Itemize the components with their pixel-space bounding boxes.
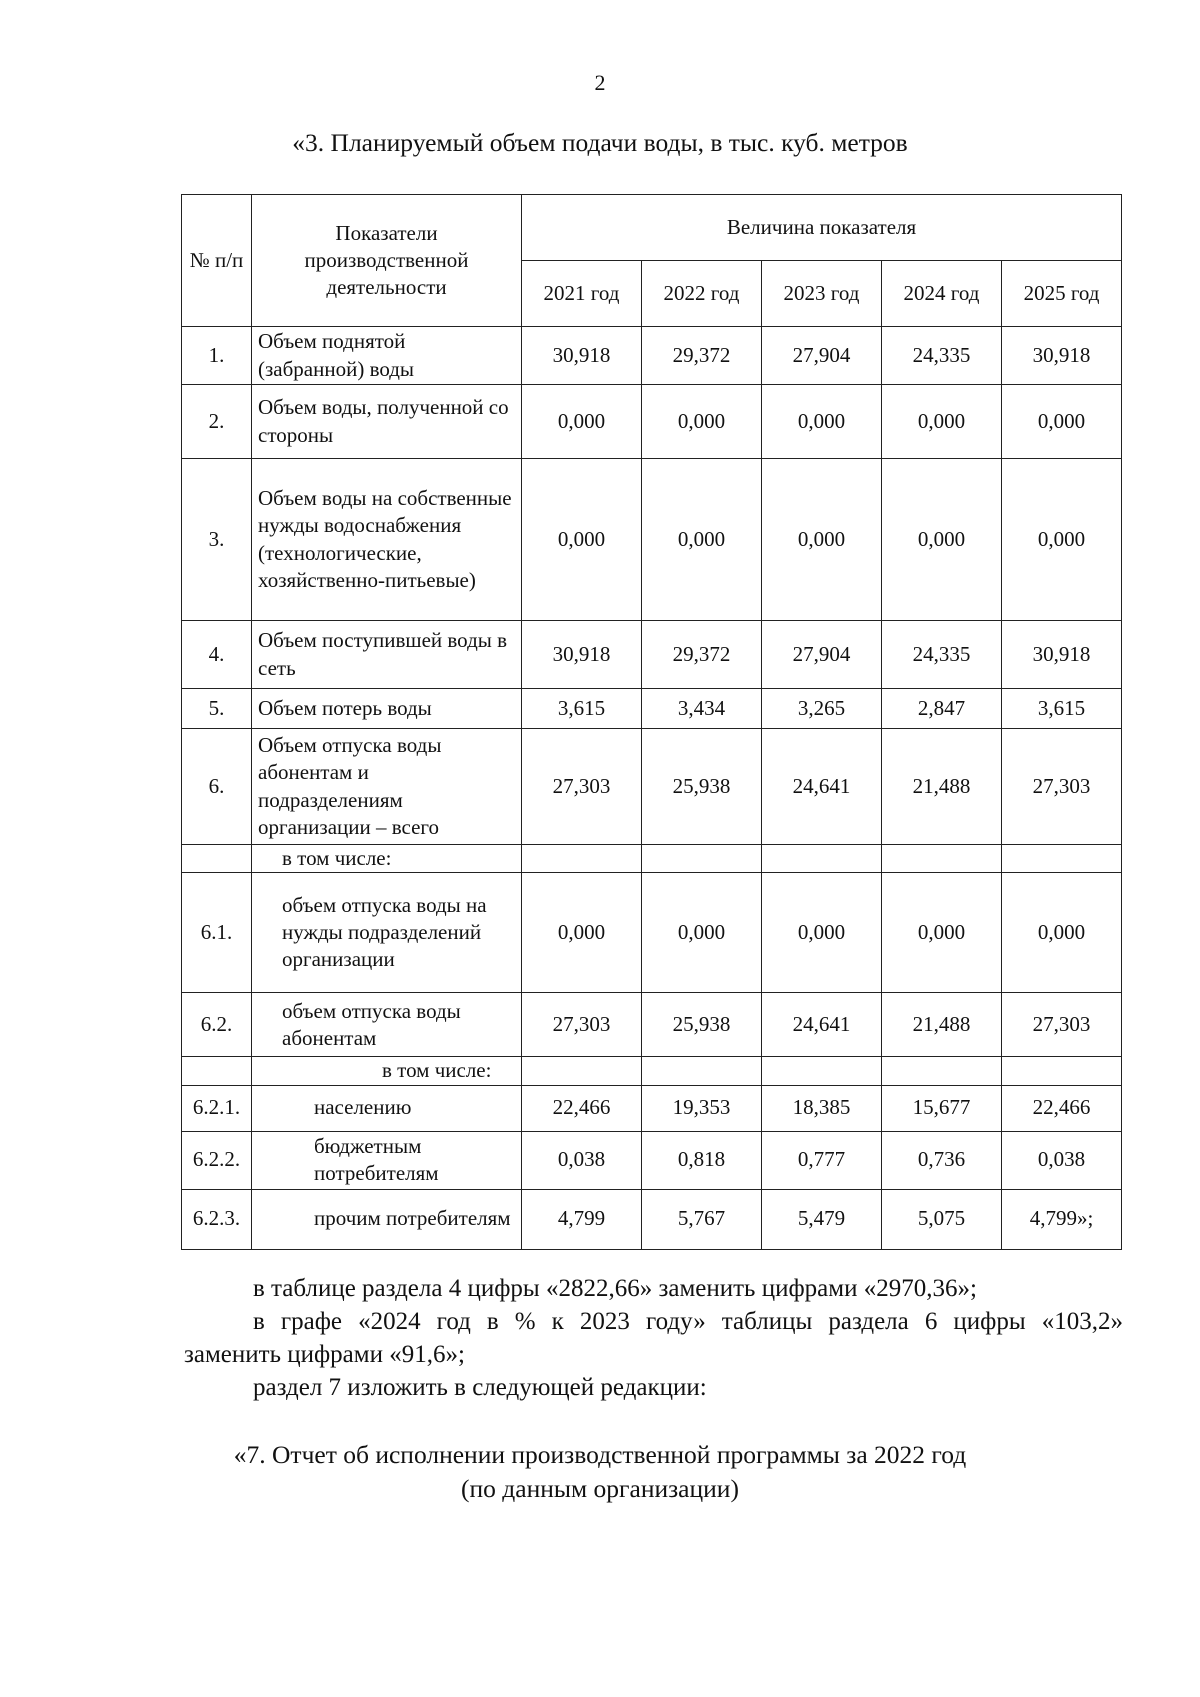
table-row — [182, 621, 1122, 689]
row-num: 5. — [182, 689, 252, 729]
row-value: 3,615 — [522, 689, 642, 729]
section7-title — [0, 1438, 1200, 1506]
header-num: № п/п — [182, 195, 252, 327]
row-value: 0,000 — [1002, 459, 1122, 621]
section-title: «3. Планируемый объем подачи воды, в тыс. куб. метров — [292, 128, 908, 157]
row-value: 0,818 — [642, 1131, 762, 1189]
row-value: 0,777 — [762, 1131, 882, 1189]
row-value: 24,335 — [882, 621, 1002, 689]
row-value: 25,938 — [642, 729, 762, 845]
row-num: 6.2. — [182, 993, 252, 1057]
row-value — [762, 1057, 882, 1085]
row-value: 0,000 — [882, 873, 1002, 993]
header-year: 2025 год — [1002, 261, 1122, 327]
row-value: 5,075 — [882, 1189, 1002, 1249]
row-num: 2. — [182, 385, 252, 459]
row-value: 0,736 — [882, 1131, 1002, 1189]
row-value: 18,385 — [762, 1085, 882, 1131]
row-value — [642, 1057, 762, 1085]
row-value: 5,479 — [762, 1189, 882, 1249]
row-value: 0,000 — [1002, 873, 1122, 993]
row-value: 24,641 — [762, 993, 882, 1057]
paragraph-section6-cont: заменить цифрами «91,6»; — [184, 1341, 465, 1368]
row-num: 6.2.3. — [182, 1189, 252, 1249]
row-label: Объем воды, полученной со стороны — [252, 385, 522, 459]
row-value: 3,615 — [1002, 689, 1122, 729]
row-value: 0,000 — [522, 873, 642, 993]
table-row — [182, 729, 1122, 845]
row-label: объем отпуска воды на нужды подразделений организации — [252, 873, 522, 993]
header-value: Величина показателя — [522, 195, 1122, 261]
row-value: 0,038 — [522, 1131, 642, 1189]
row-value: 0,000 — [522, 459, 642, 621]
table-row — [182, 327, 1122, 385]
row-value: 27,904 — [762, 327, 882, 385]
row-num: 4. — [182, 621, 252, 689]
row-num — [182, 1057, 252, 1085]
row-value: 24,335 — [882, 327, 1002, 385]
row-value: 0,000 — [762, 873, 882, 993]
row-value: 24,641 — [762, 729, 882, 845]
row-num: 6.2.2. — [182, 1131, 252, 1189]
row-label: Объем потерь воды — [252, 689, 522, 729]
row-value — [762, 845, 882, 873]
table-row — [182, 385, 1122, 459]
row-num: 6.1. — [182, 873, 252, 993]
table-row — [182, 1131, 1122, 1189]
row-value: 4,799 — [522, 1189, 642, 1249]
row-value — [882, 1057, 1002, 1085]
row-value: 27,303 — [522, 729, 642, 845]
row-label: в том числе: — [252, 845, 522, 873]
row-value: 27,303 — [522, 993, 642, 1057]
row-value: 0,000 — [882, 385, 1002, 459]
row-num — [182, 845, 252, 873]
water-supply-table — [181, 194, 1122, 1250]
row-value: 25,938 — [642, 993, 762, 1057]
table-row — [182, 689, 1122, 729]
table-row — [182, 873, 1122, 993]
row-value: 5,767 — [642, 1189, 762, 1249]
row-value — [522, 845, 642, 873]
row-value: 0,038 — [1002, 1131, 1122, 1189]
row-label: населению — [252, 1085, 522, 1131]
row-value: 0,000 — [642, 385, 762, 459]
table-row — [182, 1085, 1122, 1131]
row-value: 22,466 — [522, 1085, 642, 1131]
row-value — [642, 845, 762, 873]
row-num: 1. — [182, 327, 252, 385]
row-label: объем отпуска воды абонентам — [252, 993, 522, 1057]
row-value: 3,434 — [642, 689, 762, 729]
table-row — [182, 1057, 1122, 1085]
row-value: 0,000 — [762, 459, 882, 621]
header-year: 2023 год — [762, 261, 882, 327]
row-num: 3. — [182, 459, 252, 621]
row-value: 0,000 — [1002, 385, 1122, 459]
row-value: 0,000 — [642, 873, 762, 993]
row-value: 22,466 — [1002, 1085, 1122, 1131]
row-value: 30,918 — [522, 327, 642, 385]
page-number: 2 — [594, 70, 606, 95]
row-value: 27,904 — [762, 621, 882, 689]
row-label: в том числе: — [252, 1057, 522, 1085]
row-label: бюджетным потребителям — [252, 1131, 522, 1189]
header-year: 2021 год — [522, 261, 642, 327]
row-label: Объем поступившей воды в сеть — [252, 621, 522, 689]
table-row — [182, 993, 1122, 1057]
row-label: Объем отпуска воды абонентам и подразделениям организации – всего — [252, 729, 522, 845]
row-value — [882, 845, 1002, 873]
row-value: 21,488 — [882, 993, 1002, 1057]
header-indicator: Показатели производственной деятельности — [252, 195, 522, 327]
row-value: 0,000 — [522, 385, 642, 459]
row-value: 0,000 — [882, 459, 1002, 621]
section7-title-line2: (по данным организации) — [461, 1474, 739, 1503]
row-value — [1002, 845, 1122, 873]
table-row — [182, 1189, 1122, 1249]
header-year: 2024 год — [882, 261, 1002, 327]
row-value: 0,000 — [642, 459, 762, 621]
row-value: 29,372 — [642, 327, 762, 385]
row-value: 3,265 — [762, 689, 882, 729]
paragraph-section6: в графе «2024 год в % к 2023 году» таблицы раздела 6 цифры «103,2» — [253, 1308, 1123, 1335]
row-value: 15,677 — [882, 1085, 1002, 1131]
row-value: 30,918 — [1002, 327, 1122, 385]
row-value: 27,303 — [1002, 729, 1122, 845]
row-label: Объем воды на собственные нужды водоснабжения (технологические, хозяйственно-питьевые) — [252, 459, 522, 621]
row-value: 19,353 — [642, 1085, 762, 1131]
row-value — [522, 1057, 642, 1085]
table-row — [182, 845, 1122, 873]
row-value: 21,488 — [882, 729, 1002, 845]
header-year: 2022 год — [642, 261, 762, 327]
row-value: 29,372 — [642, 621, 762, 689]
row-value: 30,918 — [522, 621, 642, 689]
table-row — [182, 459, 1122, 621]
paragraph-section4: в таблице раздела 4 цифры «2822,66» заменить цифрами «2970,36»; — [253, 1275, 977, 1302]
row-num: 6.2.1. — [182, 1085, 252, 1131]
row-value: 30,918 — [1002, 621, 1122, 689]
row-value: 0,000 — [762, 385, 882, 459]
row-label: прочим потребителям — [252, 1189, 522, 1249]
paragraph-section7: раздел 7 изложить в следующей редакции: — [253, 1374, 707, 1401]
section7-title-line1: «7. Отчет об исполнении производственной программы за 2022 год — [233, 1440, 967, 1469]
row-num: 6. — [182, 729, 252, 845]
row-value: 4,799»; — [1002, 1189, 1122, 1249]
row-value: 27,303 — [1002, 993, 1122, 1057]
row-value — [1002, 1057, 1122, 1085]
row-value: 2,847 — [882, 689, 1002, 729]
row-label: Объем поднятой (забранной) воды — [252, 327, 522, 385]
